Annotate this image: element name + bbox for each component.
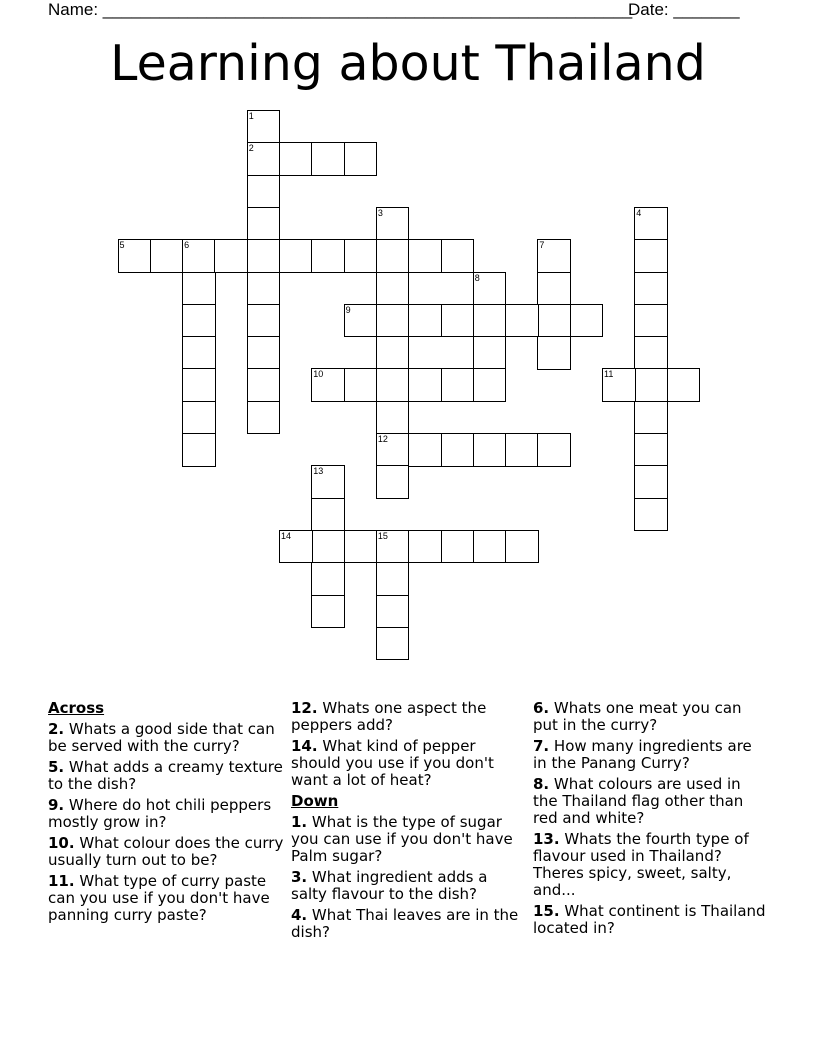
clue-number: 10 — [313, 369, 324, 380]
clue-number: 1 — [248, 111, 254, 121]
clue-number: 13 — [313, 466, 324, 477]
grid-cell[interactable] — [537, 304, 571, 338]
grid-cell[interactable] — [667, 368, 701, 402]
clue-item — [533, 831, 769, 899]
clue-item-text: What is the type of sugar you can use if you don't have Palm sugar? — [291, 813, 513, 865]
grid-cell[interactable] — [441, 239, 475, 273]
grid-cell[interactable] — [441, 530, 475, 564]
grid-cell[interactable] — [311, 562, 345, 596]
grid-cell[interactable] — [182, 401, 216, 435]
clue-item-number: 7. — [533, 737, 550, 755]
clue-number: 7 — [539, 240, 545, 251]
grid-cell[interactable] — [634, 207, 668, 241]
grid-cell[interactable] — [408, 368, 442, 402]
grid-cell[interactable] — [408, 239, 442, 273]
grid-cell[interactable] — [537, 239, 571, 273]
grid-cell[interactable] — [279, 239, 313, 273]
clue-number: 11 — [604, 369, 614, 380]
clue-item-number: 8. — [533, 775, 550, 793]
grid-cell[interactable] — [408, 530, 442, 564]
clue-number: 12 — [377, 434, 388, 444]
down-heading: Down — [291, 792, 339, 810]
clue-item — [533, 776, 769, 827]
grid-cell[interactable] — [247, 175, 281, 209]
clue-item-number: 12. — [291, 699, 318, 717]
grid-cell[interactable] — [311, 498, 345, 532]
grid-cell[interactable] — [311, 530, 345, 564]
grid-cell[interactable] — [473, 304, 507, 338]
grid-cell[interactable] — [311, 368, 345, 402]
clue-item-number: 13. — [533, 830, 560, 848]
grid-cell[interactable] — [247, 336, 281, 370]
grid-cell[interactable] — [376, 595, 410, 629]
clue-number: 14 — [281, 530, 292, 541]
grid-cell[interactable] — [537, 433, 571, 467]
grid-cell[interactable] — [247, 110, 281, 144]
grid-cell[interactable] — [182, 368, 216, 402]
grid-cell[interactable] — [505, 530, 539, 564]
grid-cell[interactable] — [376, 207, 410, 241]
date-field[interactable]: Date: _______ — [628, 0, 740, 19]
clue-item-number: 3. — [291, 868, 308, 886]
grid-cell[interactable] — [634, 498, 668, 532]
clue-item-number: 2. — [48, 720, 65, 738]
grid-cell[interactable] — [473, 368, 507, 402]
clue-item-text: What ingredient adds a salty flavour to the dish? — [291, 868, 488, 903]
clue-number: 9 — [345, 304, 351, 315]
grid-cell[interactable] — [311, 142, 345, 176]
name-field[interactable]: Name: ________________________________________________________ — [48, 0, 633, 19]
grid-cell[interactable] — [376, 627, 410, 661]
clue-column-3 — [533, 700, 769, 941]
grid-cell[interactable] — [376, 530, 410, 564]
clue-item-number: 6. — [533, 699, 550, 717]
clue-item-number: 14. — [291, 737, 318, 755]
clue-item-text: What colour does the curry usually turn out to be? — [48, 834, 284, 869]
grid-cell[interactable] — [602, 368, 636, 402]
grid-cell[interactable] — [344, 142, 378, 176]
grid-cell[interactable] — [408, 304, 442, 338]
grid-cell[interactable] — [505, 433, 539, 467]
grid-cell[interactable] — [214, 239, 248, 273]
clue-item-number: 10. — [48, 834, 75, 852]
clue-item-number: 11. — [48, 872, 75, 890]
grid-cell[interactable] — [311, 239, 345, 273]
grid-cell[interactable] — [473, 336, 507, 370]
grid-cell[interactable] — [376, 562, 410, 596]
grid-cell[interactable] — [570, 304, 604, 338]
grid-cell[interactable] — [247, 142, 281, 176]
grid-cell[interactable] — [634, 239, 668, 273]
grid-cell[interactable] — [376, 272, 410, 306]
clue-item-text: What colours are used in the Thailand flag other than red and white? — [533, 775, 744, 827]
grid-cell[interactable] — [182, 433, 216, 467]
clue-item-number: 4. — [291, 906, 308, 924]
clue-item-text: Whats one meat you can put in the curry? — [533, 699, 742, 734]
grid-cell[interactable] — [473, 530, 507, 564]
grid-cell[interactable] — [634, 304, 668, 338]
clue-number: 4 — [636, 207, 642, 218]
grid-cell[interactable] — [634, 272, 668, 306]
grid-cell[interactable] — [408, 433, 442, 467]
grid-cell[interactable] — [634, 433, 668, 467]
grid-cell[interactable] — [279, 142, 313, 176]
grid-cell[interactable] — [247, 304, 281, 338]
grid-cell[interactable] — [441, 433, 475, 467]
grid-cell[interactable] — [311, 595, 345, 629]
clue-item — [533, 903, 769, 937]
clue-item — [48, 873, 284, 924]
grid-cell[interactable] — [473, 272, 507, 306]
grid-cell[interactable] — [441, 368, 475, 402]
clue-item — [48, 835, 284, 869]
grid-cell[interactable] — [279, 530, 313, 564]
grid-cell[interactable] — [537, 272, 571, 306]
clue-item-text: How many ingredients are in the Panang Curry? — [533, 737, 752, 772]
grid-cell[interactable] — [441, 304, 475, 338]
clue-number: 2 — [248, 143, 254, 154]
grid-cell[interactable] — [505, 304, 539, 338]
clue-item-text: What adds a creamy texture to the dish? — [48, 758, 283, 793]
clue-number: 5 — [119, 240, 125, 251]
grid-cell[interactable] — [344, 239, 378, 273]
clue-item — [291, 907, 527, 941]
grid-cell[interactable] — [376, 465, 410, 499]
grid-cell[interactable] — [247, 401, 281, 435]
grid-cell[interactable] — [634, 368, 668, 402]
grid-cell[interactable] — [182, 304, 216, 338]
grid-cell[interactable] — [473, 433, 507, 467]
grid-cell[interactable] — [182, 336, 216, 370]
grid-cell[interactable] — [634, 336, 668, 370]
grid-cell[interactable] — [150, 239, 184, 273]
clue-item-number: 1. — [291, 813, 308, 831]
grid-cell[interactable] — [376, 239, 410, 273]
grid-cell[interactable] — [344, 530, 378, 564]
grid-cell[interactable] — [376, 401, 410, 435]
grid-cell[interactable] — [376, 304, 410, 338]
grid-cell[interactable] — [344, 304, 378, 338]
clue-item — [48, 721, 284, 755]
clue-number: 15 — [377, 530, 388, 541]
clue-item — [48, 759, 284, 793]
clue-item-text: Where do hot chili peppers mostly grow in? — [48, 796, 272, 831]
grid-cell[interactable] — [311, 465, 345, 499]
clue-item-number: 15. — [533, 902, 560, 920]
page-title: Learning about Thailand — [110, 35, 706, 92]
grid-cell[interactable] — [634, 401, 668, 435]
grid-cell[interactable] — [376, 368, 410, 402]
grid-cell[interactable] — [247, 272, 281, 306]
grid-cell[interactable] — [376, 433, 410, 467]
grid-cell[interactable] — [247, 368, 281, 402]
clue-item — [533, 700, 769, 734]
clue-item-text: Whats one aspect the peppers add? — [291, 699, 487, 734]
grid-cell[interactable] — [344, 368, 378, 402]
grid-cell[interactable] — [376, 336, 410, 370]
clue-item-text: What type of curry paste can you use if you don't have panning curry paste? — [48, 872, 270, 924]
clue-number: 6 — [184, 240, 190, 251]
clue-number: 8 — [474, 272, 480, 283]
clue-item-text: What Thai leaves are in the dish? — [291, 906, 519, 941]
grid-cell[interactable] — [182, 272, 216, 306]
grid-cell[interactable] — [247, 207, 281, 241]
clue-item — [48, 797, 284, 831]
clue-item-text: What kind of pepper should you use if you don't want a lot of heat? — [291, 737, 494, 789]
clue-item — [291, 738, 527, 789]
clue-column-1 — [48, 700, 284, 928]
clue-number: 3 — [377, 207, 383, 218]
grid-cell[interactable] — [247, 239, 281, 273]
grid-cell[interactable] — [634, 465, 668, 499]
grid-cell[interactable] — [182, 239, 216, 273]
grid-cell[interactable] — [118, 239, 152, 273]
clue-item-text: Whats the fourth type of flavour used in Thailand? Theres spicy, sweet, salty, and... — [533, 830, 749, 899]
clue-column-2 — [291, 700, 527, 945]
clue-item-number: 9. — [48, 796, 65, 814]
clue-item — [291, 814, 527, 865]
clue-item — [291, 700, 527, 734]
clue-item-number: 5. — [48, 758, 65, 776]
grid-cell[interactable] — [537, 336, 571, 370]
clue-item-text: Whats a good side that can be served with the curry? — [48, 720, 275, 755]
clue-item — [533, 738, 769, 772]
clue-item-text: What continent is Thailand located in? — [533, 902, 766, 937]
clue-item — [291, 869, 527, 903]
across-heading: Across — [48, 699, 105, 717]
